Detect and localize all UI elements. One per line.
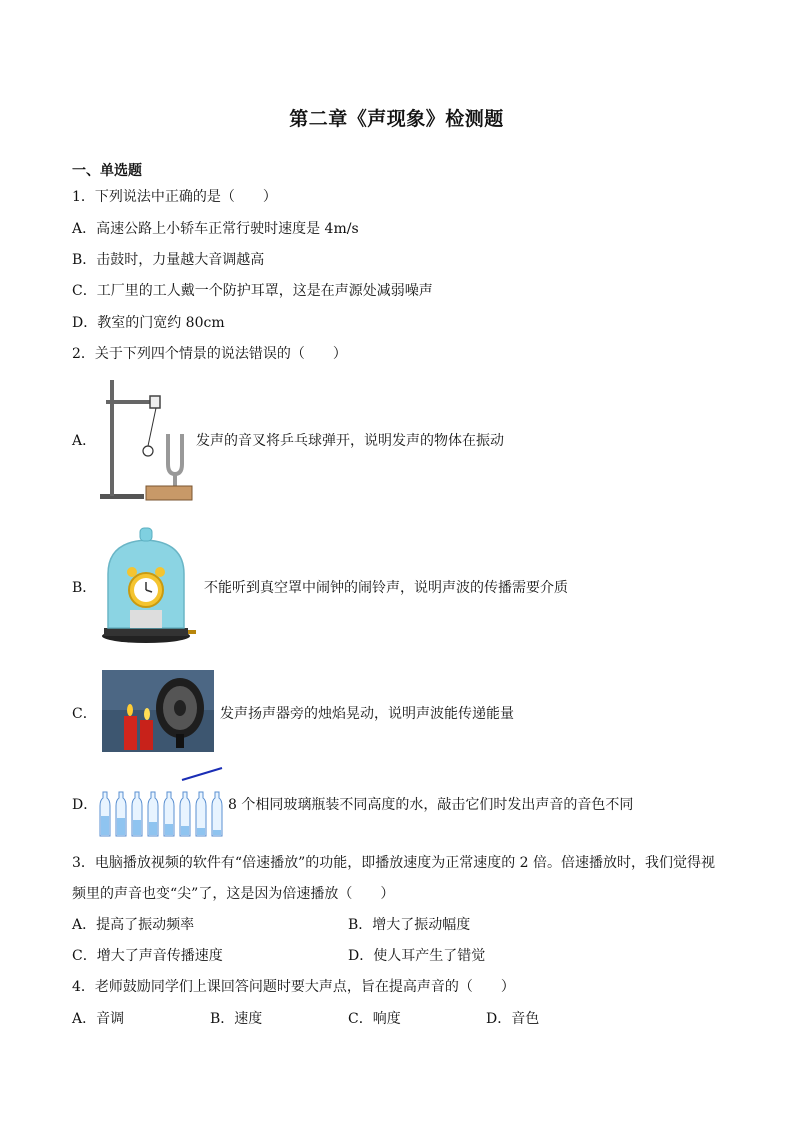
option-text: 发声的音叉将乒乓球弹开，说明发声的物体在振动 xyxy=(196,433,504,449)
q3-option-b[interactable]: B．增大了振动幅度 xyxy=(348,917,471,933)
q4-option-d[interactable]: D．音色 xyxy=(486,1011,540,1027)
bell-jar-illustration xyxy=(100,524,198,650)
q3-option-d[interactable]: D．使人耳产生了错觉 xyxy=(348,948,486,964)
option-text: 不能听到真空罩中闹钟的闹铃声，说明声波的传播需要介质 xyxy=(204,580,568,596)
q2-stem: 2．关于下列四个情景的说法错误的（ ） xyxy=(72,346,347,362)
option-letter: B． xyxy=(72,580,97,596)
page-title: 第二章《声现象》检测题 xyxy=(289,108,504,130)
q3-option-c[interactable]: C．增大了声音传播速度 xyxy=(72,948,223,964)
q3-stem-line1: 3．电脑播放视频的软件有“倍速播放”的功能，即播放速度为正常速度的 2 倍。倍速播放时，我们觉得视 xyxy=(72,855,716,871)
option-letter: C． xyxy=(72,706,97,722)
q1-option-c[interactable]: C．工厂里的工人戴一个防护耳罩，这是在声源处减弱噪声 xyxy=(72,283,433,299)
option-text: 发声扬声器旁的烛焰晃动，说明声波能传递能量 xyxy=(220,706,514,722)
q4-option-a[interactable]: A．音调 xyxy=(72,1011,125,1027)
q4-option-c[interactable]: C．响度 xyxy=(348,1011,401,1027)
q1-stem: 1．下列说法中正确的是（ ） xyxy=(72,189,277,205)
q2-option-b[interactable] xyxy=(72,522,722,652)
q1-option-a[interactable]: A．高速公路上小轿车正常行驶时速度是 4m/s xyxy=(72,221,359,237)
q4-option-b[interactable]: B．速度 xyxy=(210,1011,263,1027)
q2-option-d[interactable] xyxy=(72,766,722,838)
option-letter: A． xyxy=(72,433,97,449)
q2-option-a[interactable] xyxy=(72,376,722,506)
q1-option-b[interactable]: B．击鼓时，力量越大音调越高 xyxy=(72,252,265,268)
section-heading: 一、单选题 xyxy=(72,163,142,179)
q3-option-a[interactable]: A．提高了振动频率 xyxy=(72,917,195,933)
glass-bottles-illustration xyxy=(96,766,224,838)
option-letter: D． xyxy=(72,797,98,813)
q1-option-d[interactable]: D．教室的门宽约 80cm xyxy=(72,315,225,331)
speaker-candle-photo xyxy=(102,670,214,752)
tuning-fork-illustration xyxy=(98,376,194,504)
option-text: 8 个相同玻璃瓶装不同高度的水，敲击它们时发出声音的音色不同 xyxy=(228,797,634,813)
q3-stem-line2: 频里的声音也变“尖”了，这是因为倍速播放（ ） xyxy=(72,886,395,902)
q4-stem: 4．老师鼓励同学们上课回答问题时要大声点，旨在提高声音的（ ） xyxy=(72,979,515,995)
